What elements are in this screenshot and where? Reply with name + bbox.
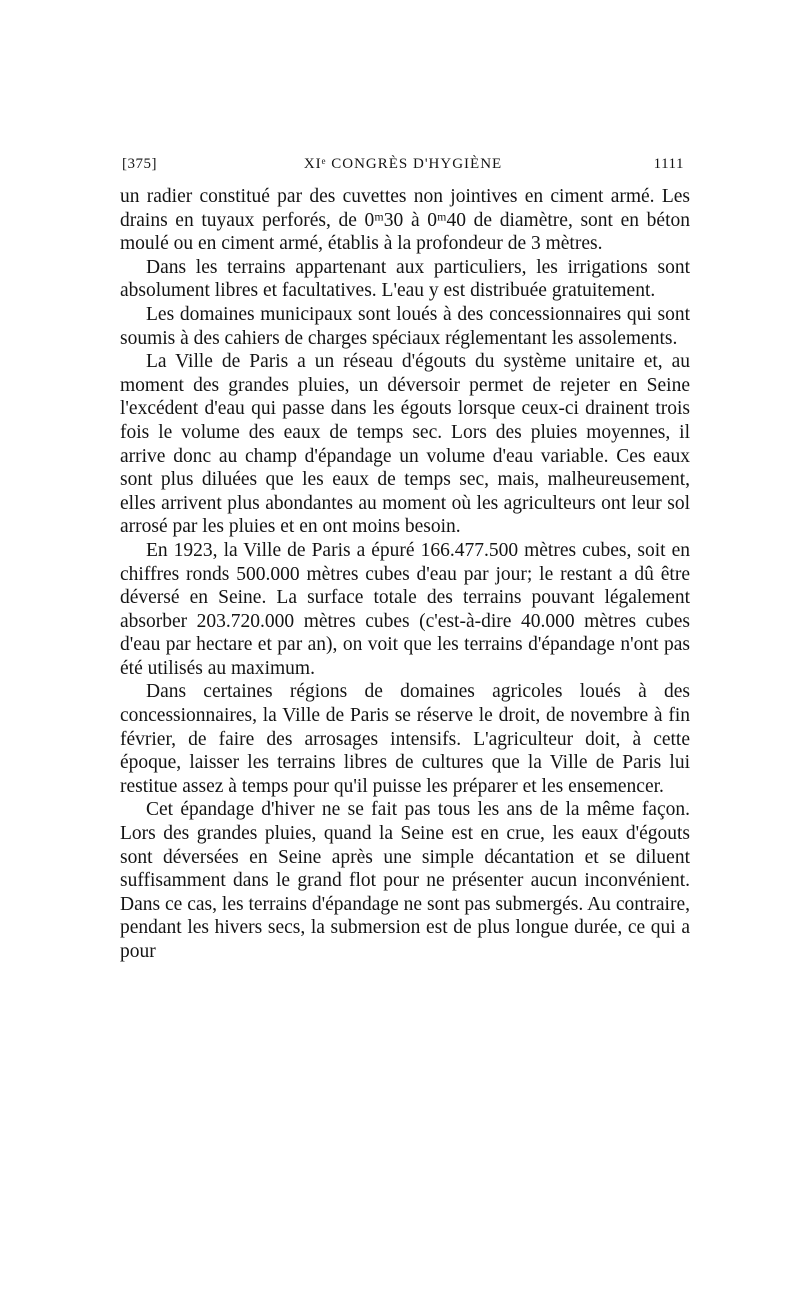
paragraph-1923-figures: En 1923, la Ville de Paris a épuré 166.477.500 mètres cubes, soit en chiffres ronds 500.000 mètres cubes d'eau par jour; le restant a dû être déversé en Seine. La surface totale des terrains pouvant légalement absorber 203.720.000 mètres cubes (c'est-à-dire 40.000 mètres cubes d'eau par hectare et par an), on voit que les terrains d'épandage n'ont pas été utilisés au maximum.: [120, 539, 690, 679]
paragraph-winter-spreading-rights: Dans certaines régions de domaines agricoles loués à des concessionnaires, la Ville de Paris se réserve le droit, de novembre à fin février, de faire des arrosages intensifs. L'agriculteur doit, à cette époque, laisser les terrains libres de cultures que la Ville de Paris lui restitue assez à temps pour qu'il puisse les préparer et les ensemencer.: [120, 681, 690, 797]
paragraph-sewer-network: La Ville de Paris a un réseau d'égouts du système unitaire et, au moment des grandes pluies, un déversoir permet de rejeter en Seine l'excédent d'eau qui passe dans les égouts lorsque ceux-ci drainent trois fois le volume des eaux de temps sec. Lors des pluies moyennes, il arrive donc au champ d'épandage un volume d'eau variable. Ces eaux sont plus diluées que les eaux de temps sec, mais, malheureusement, elles arrivent plus abondantes au moment où les agriculteurs ont leur sol arrosé par les pluies et en ont moins besoin.: [120, 351, 690, 538]
paragraph-winter-spreading-practice: Cet épandage d'hiver ne se fait pas tous les ans de la même façon. Lors des grandes pluies, quand la Seine est en crue, les eaux d'égouts sont déversées en Seine après une simple décantation et se diluent suffisamment dans le grand flot pour ne présenter aucun inconvénient. Dans ce cas, les terrains d'épandage ne sont pas submergés. Au contraire, pendant les hivers secs, la submersion est de plus longue durée, ce qui a pour: [120, 799, 690, 962]
running-header: [122, 156, 684, 180]
page-number: 1111: [653, 156, 684, 172]
running-title: XIᵉ CONGRÈS D'HYGIÈNE: [303, 156, 503, 172]
body-text: [120, 185, 690, 964]
paragraph-private-land-irrigation: Dans les terrains appartenant aux particuliers, les irrigations sont absolument libres et facultatives. L'eau y est distribuée gratuitement.: [120, 256, 690, 302]
paragraph-continuation: un radier constitué par des cuvettes non jointives en ciment armé. Les drains en tuyaux perforés, de 0ᵐ30 à 0ᵐ40 de diamètre, sont en béton moulé ou en ciment armé, établis à la profondeur de 3 mètres.: [120, 186, 690, 255]
paragraph-municipal-domains: Les domaines municipaux sont loués à des concessionnaires qui sont soumis à des cahiers de charges spéciaux réglementant les assolements.: [120, 303, 690, 349]
page-reference: [375]: [122, 156, 157, 172]
